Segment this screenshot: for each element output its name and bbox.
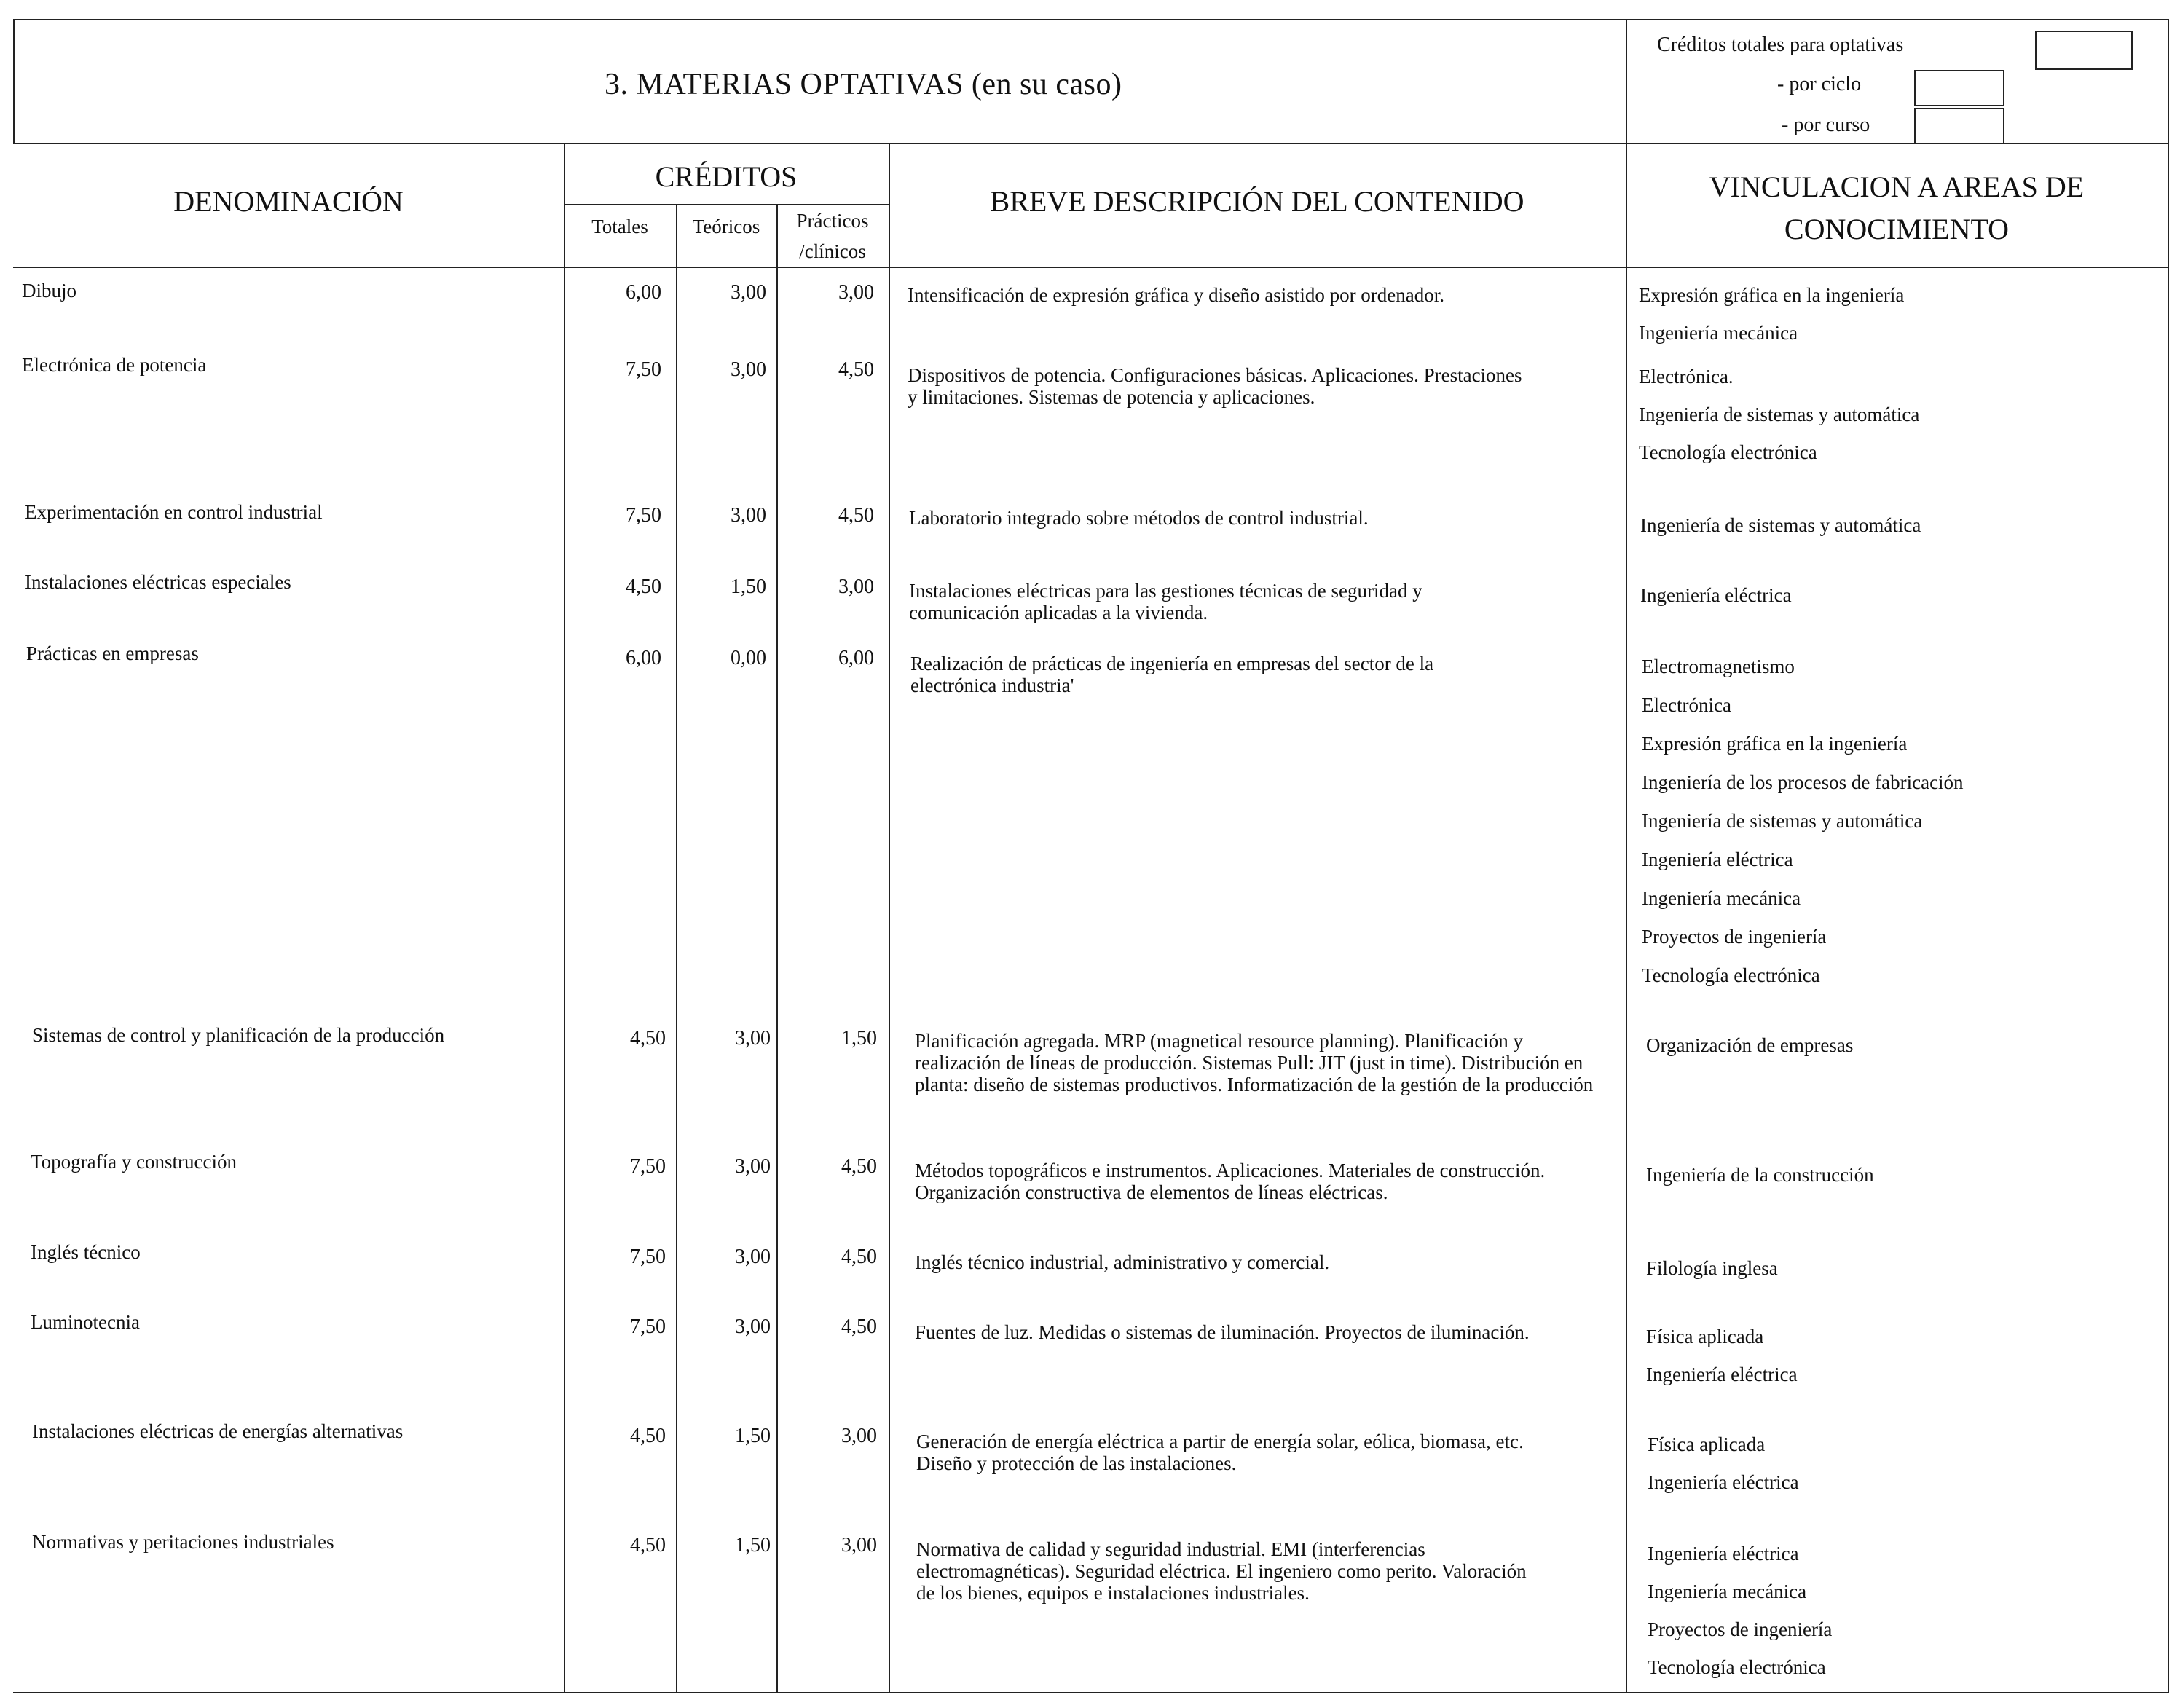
row-description: Métodos topográficos e instrumentos. Aplicaciones. Materiales de construcción. Organización constructiva de elementos de líneas eléctricas. [915, 1160, 1546, 1203]
row-area: Proyectos de ingeniería [1648, 1618, 1833, 1640]
row-teoricos: 3,00 [731, 358, 766, 381]
header-practicos-line1: Prácticos [796, 210, 869, 232]
row-practicos: 4,50 [838, 358, 874, 381]
row-description: Realización de prácticas de ingeniería en empresas del sector de la electrónica industria' [910, 653, 1434, 696]
row-description: Normativa de calidad y seguridad industrial. EMI (interferencias electromagnéticas). Seguridad eléctrica. El ingeniero como perito. Valoración de los bienes, equipos e instalaciones industriales. [916, 1538, 1527, 1604]
header-separator [13, 143, 2169, 144]
row-area: Física aplicada [1646, 1326, 1764, 1347]
teoricos-column-divider [676, 204, 677, 1693]
row-name: Instalaciones eléctricas de energías alternativas [32, 1420, 404, 1442]
row-totales: 7,50 [630, 1245, 666, 1268]
row-totales: 7,50 [630, 1155, 666, 1178]
credits-per-cycle-box [1914, 70, 2004, 106]
row-practicos: 4,50 [838, 504, 874, 527]
row-area: Ingeniería de los procesos de fabricación [1642, 771, 1964, 793]
areas-column-divider [1626, 19, 1627, 1693]
row-name: Electrónica de potencia [22, 354, 207, 376]
practicos-column-divider [776, 204, 778, 1693]
row-area: Proyectos de ingeniería [1642, 926, 1827, 948]
row-description: Inglés técnico industrial, administrativo y comercial. [915, 1251, 1330, 1273]
row-area: Ingeniería eléctrica [1640, 584, 1792, 606]
right-border [2168, 19, 2169, 1693]
row-area: Ingeniería de sistemas y automática [1639, 404, 1920, 425]
row-practicos: 4,50 [841, 1245, 877, 1268]
row-practicos: 4,50 [841, 1315, 877, 1338]
row-teoricos: 1,50 [735, 1425, 771, 1447]
row-practicos: 3,00 [838, 281, 874, 304]
header-practicos-line2: /clínicos [799, 240, 866, 262]
row-totales: 7,50 [626, 358, 661, 381]
row-name: Instalaciones eléctricas especiales [25, 571, 291, 593]
row-area: Ingeniería mecánica [1642, 887, 1801, 909]
row-description: Generación de energía eléctrica a partir de energía solar, eólica, biomasa, etc. Diseño y protección de las instalaciones. [916, 1430, 1524, 1474]
row-practicos: 4,50 [841, 1155, 877, 1178]
row-name: Normativas y peritaciones industriales [32, 1531, 334, 1553]
row-teoricos: 1,50 [731, 575, 766, 598]
header-vinculacion [1626, 166, 2168, 251]
left-border [13, 19, 15, 144]
row-area: Ingeniería eléctrica [1648, 1543, 1799, 1565]
row-area: Ingeniería de la construcción [1646, 1164, 1874, 1186]
row-area: Expresión gráfica en la ingeniería [1639, 284, 1905, 306]
row-name: Experimentación en control industrial [25, 501, 323, 523]
row-area: Expresión gráfica en la ingeniería [1642, 733, 1908, 755]
total-credits-box [2035, 31, 2133, 70]
row-teoricos: 3,00 [735, 1315, 771, 1338]
header-practicos [776, 205, 889, 267]
row-teoricos: 3,00 [735, 1245, 771, 1268]
row-area: Ingeniería eléctrica [1646, 1363, 1798, 1385]
row-practicos: 3,00 [838, 575, 874, 598]
row-area: Ingeniería eléctrica [1642, 849, 1793, 870]
row-description: Dispositivos de potencia. Configuraciones básicas. Aplicaciones. Prestaciones y limitaciones. Sistemas de potencia y aplicaciones. [908, 364, 1522, 408]
total-credits-label: Créditos totales para optativas [1657, 34, 1904, 56]
row-name: Sistemas de control y planificación de la producción [32, 1024, 445, 1046]
header-totales: Totales [591, 216, 648, 237]
row-teoricos: 0,00 [731, 647, 766, 669]
row-area: Ingeniería de sistemas y automática [1640, 514, 1921, 536]
row-practicos: 1,50 [841, 1027, 877, 1050]
row-teoricos: 3,00 [731, 504, 766, 527]
row-practicos: 6,00 [838, 647, 874, 669]
row-teoricos: 3,00 [735, 1155, 771, 1178]
row-totales: 6,00 [626, 281, 661, 304]
row-area: Electromagnetismo [1642, 656, 1795, 677]
row-area: Ingeniería de sistemas y automática [1642, 810, 1923, 832]
row-area: Tecnología electrónica [1639, 441, 1817, 463]
row-area: Electrónica. [1639, 366, 1734, 387]
credits-per-course-box [1914, 108, 2004, 144]
row-description: Instalaciones eléctricas para las gestiones técnicas de seguridad y comunicación aplicadas a la vivienda. [909, 580, 1422, 623]
row-area: Ingeniería mecánica [1648, 1581, 1807, 1602]
row-totales: 7,50 [626, 504, 661, 527]
row-totales: 4,50 [626, 575, 661, 598]
row-totales: 7,50 [630, 1315, 666, 1338]
header-descripcion: BREVE DESCRIPCIÓN DEL CONTENIDO [990, 185, 1524, 218]
row-area: Electrónica [1642, 694, 1731, 716]
row-description: Laboratorio integrado sobre métodos de control industrial. [909, 507, 1369, 529]
section-title: 3. MATERIAS OPTATIVAS (en su caso) [605, 68, 1122, 101]
row-description: Fuentes de luz. Medidas o sistemas de iluminación. Proyectos de iluminación. [915, 1321, 1530, 1343]
row-practicos: 3,00 [841, 1534, 877, 1557]
row-name: Topografía y construcción [31, 1151, 237, 1173]
row-totales: 4,50 [630, 1425, 666, 1447]
row-area: Organización de empresas [1646, 1034, 1854, 1056]
row-area: Ingeniería mecánica [1639, 322, 1798, 344]
row-name: Dibujo [22, 280, 77, 302]
row-practicos: 3,00 [841, 1425, 877, 1447]
row-name: Inglés técnico [31, 1241, 141, 1263]
row-teoricos: 1,50 [735, 1534, 771, 1557]
row-name: Prácticas en empresas [26, 642, 199, 664]
row-area: Tecnología electrónica [1642, 964, 1820, 986]
column-header-bottom-border [13, 267, 2169, 268]
credits-per-cycle-label: - por ciclo [1777, 73, 1862, 95]
row-totales: 6,00 [626, 647, 661, 669]
row-area: Ingeniería eléctrica [1648, 1471, 1799, 1493]
row-totales: 4,50 [630, 1027, 666, 1050]
credits-per-course-label: - por curso [1782, 114, 1870, 136]
row-description: Planificación agregada. MRP (magnetical resource planning). Planificación y realización de líneas de producción. Sistemas Pull: JIT (just in time). Distribución en planta: diseño de sistemas productivos. Informatización de la gestión de la producción [915, 1030, 1594, 1095]
row-area: Tecnología electrónica [1648, 1656, 1826, 1678]
bottom-border [13, 1692, 2169, 1693]
header-vinculacion-line2: CONOCIMIENTO [1784, 213, 2010, 245]
top-border [13, 19, 2169, 20]
description-column-divider [889, 143, 890, 1693]
header-vinculacion-line1: VINCULACION A AREAS DE [1709, 170, 2085, 203]
row-description: Intensificación de expresión gráfica y diseño asistido por ordenador. [908, 284, 1445, 306]
header-creditos: CRÉDITOS [655, 160, 798, 193]
row-teoricos: 3,00 [731, 281, 766, 304]
header-teoricos: Teóricos [692, 216, 760, 237]
row-area: Física aplicada [1648, 1433, 1766, 1455]
row-teoricos: 3,00 [735, 1027, 771, 1050]
header-denominacion: DENOMINACIÓN [173, 185, 404, 218]
row-totales: 4,50 [630, 1534, 666, 1557]
row-area: Filología inglesa [1646, 1257, 1778, 1279]
row-name: Luminotecnia [31, 1311, 140, 1333]
